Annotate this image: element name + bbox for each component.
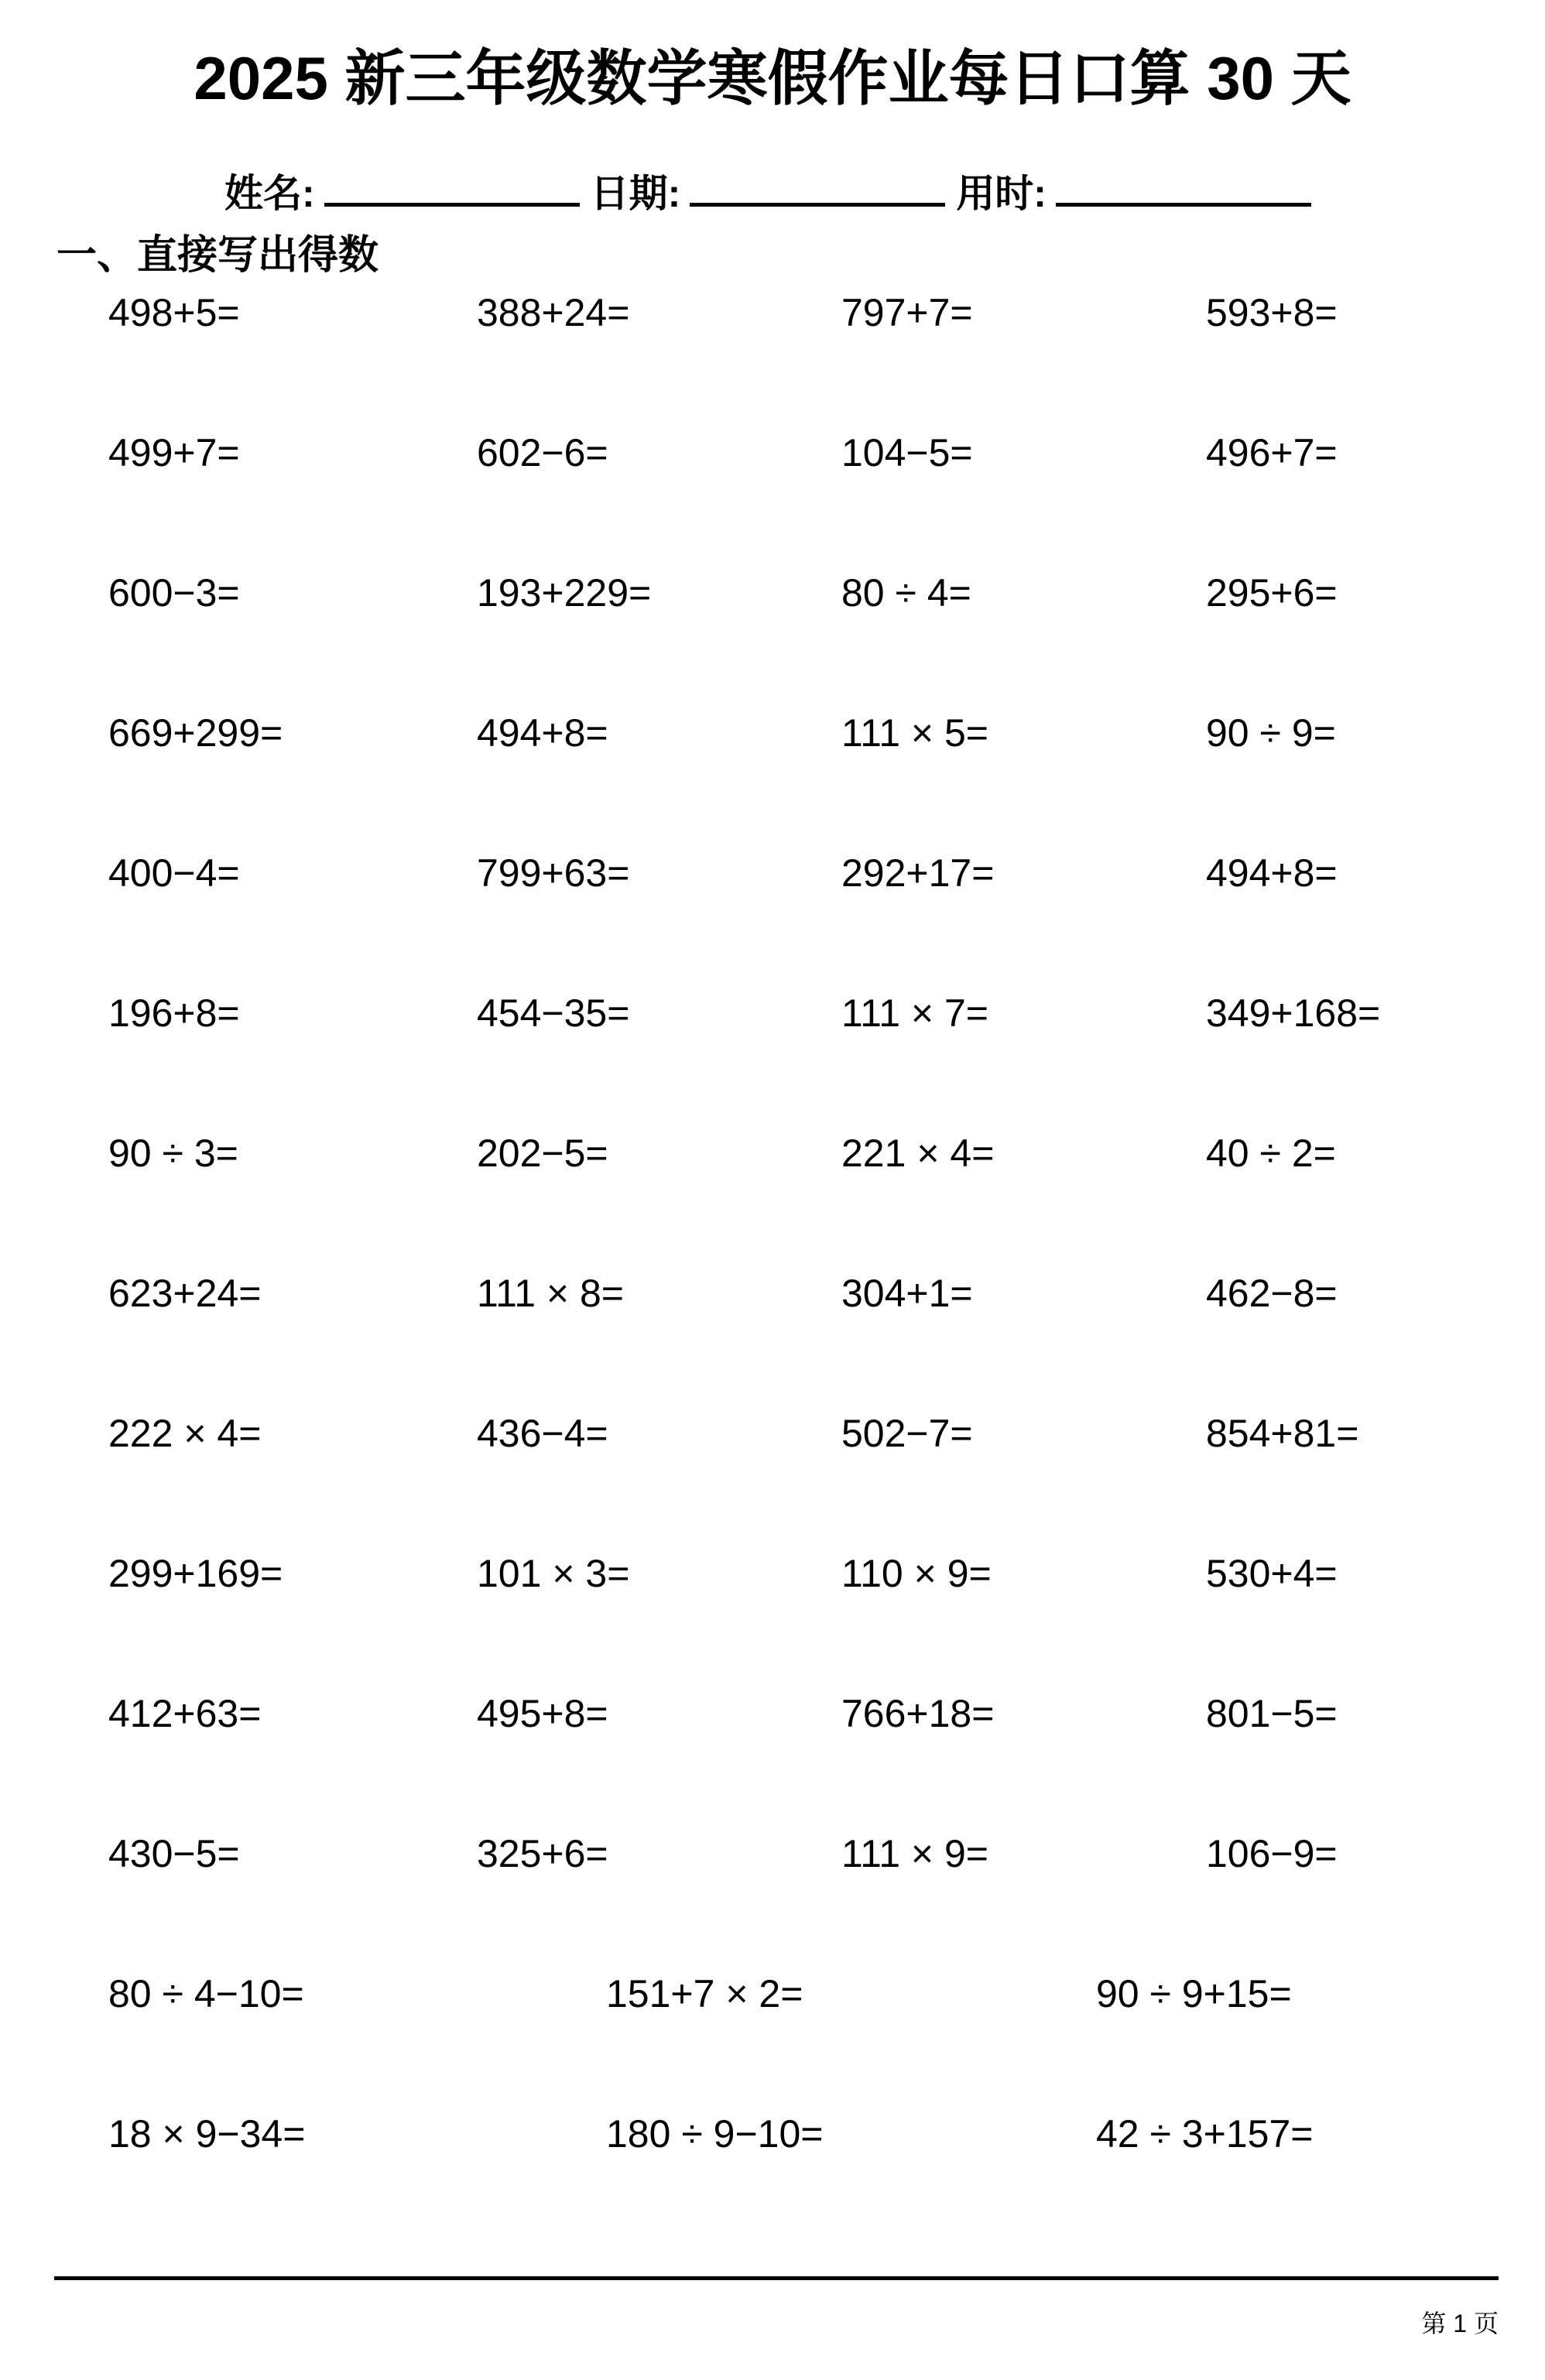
problem-expression: 196+8= (108, 991, 240, 1035)
problem-row (0, 1134, 1545, 1174)
problem-expression: 106−9= (1206, 1832, 1338, 1875)
problem-expression: 498+5= (108, 291, 240, 334)
name-blank-line (324, 169, 580, 207)
problem-expression: 151+7 × 2= (606, 1972, 803, 2015)
problem-expression: 766+18= (841, 1692, 995, 1735)
problem-expression: 90 ÷ 3= (108, 1132, 238, 1175)
problem-row (0, 1694, 1545, 1734)
problem-row (0, 1274, 1545, 1314)
problem-expression: 502−7= (841, 1412, 973, 1455)
problem-expression: 222 × 4= (108, 1412, 262, 1455)
problem-expression: 530+4= (1206, 1552, 1338, 1595)
problem-row (0, 571, 1545, 615)
problem-expression: 325+6= (477, 1832, 608, 1875)
page-title: 2025 新三年级数学寒假作业每日口算 30 天 (194, 44, 1351, 112)
problem-expression: 292+17= (841, 851, 995, 895)
problem-expression: 388+24= (477, 291, 630, 334)
problem-row (0, 2112, 1545, 2156)
problem-expression: 193+229= (477, 571, 652, 615)
problem-expression: 349+168= (1206, 991, 1381, 1035)
problem-expression: 412+63= (108, 1692, 262, 1735)
time-used-label: 用时: (956, 172, 1047, 215)
name-label: 姓名: (224, 172, 315, 215)
problem-expression: 180 ÷ 9−10= (606, 2112, 824, 2156)
problem-expression: 40 ÷ 2= (1206, 1132, 1336, 1175)
problem-expression: 221 × 4= (841, 1132, 995, 1175)
problem-row (0, 1554, 1545, 1594)
problem-expression: 854+81= (1206, 1412, 1359, 1455)
problem-expression: 797+7= (841, 291, 973, 334)
problem-expression: 101 × 3= (477, 1552, 630, 1595)
problem-expression: 18 × 9−34= (108, 2112, 306, 2156)
problem-expression: 623+24= (108, 1272, 262, 1315)
problem-expression: 593+8= (1206, 291, 1338, 334)
problem-expression: 80 ÷ 4−10= (108, 1972, 304, 2015)
problem-expression: 299+169= (108, 1552, 283, 1595)
date-label: 日期: (590, 172, 681, 215)
problem-row (0, 1834, 1545, 1875)
problem-expression: 400−4= (108, 851, 240, 895)
problem-expression: 430−5= (108, 1832, 240, 1875)
problem-expression: 462−8= (1206, 1272, 1338, 1315)
footer-divider (54, 2276, 1499, 2280)
problem-expression: 801−5= (1206, 1692, 1338, 1735)
problem-expression: 42 ÷ 3+157= (1096, 2112, 1314, 2156)
problem-expression: 104−5= (841, 431, 973, 474)
problem-expression: 669+299= (108, 711, 283, 755)
problem-expression: 111 × 7= (841, 991, 988, 1035)
problem-expression: 295+6= (1206, 571, 1338, 615)
section-heading: 一、直接写出得数 (57, 233, 379, 278)
problem-expression: 110 × 9= (841, 1552, 992, 1595)
problem-expression: 111 × 8= (477, 1272, 624, 1315)
problem-row (0, 851, 1545, 895)
problem-expression: 90 ÷ 9+15= (1096, 1972, 1292, 2015)
problem-expression: 111 × 9= (841, 1832, 988, 1875)
problem-expression: 436−4= (477, 1412, 608, 1455)
problem-expression: 111 × 5= (841, 711, 988, 755)
problem-row (0, 433, 1545, 474)
problem-expression: 494+8= (1206, 851, 1338, 895)
time-used-blank-line (1056, 169, 1311, 207)
problem-row (0, 1974, 1545, 2015)
problem-row (0, 711, 1545, 755)
problem-expression: 90 ÷ 9= (1206, 711, 1336, 755)
date-blank-line (690, 169, 945, 207)
page-number: 第 1 页 (1421, 2310, 1499, 2337)
problem-expression: 499+7= (108, 431, 240, 474)
problem-expression: 799+63= (477, 851, 630, 895)
problem-expression: 494+8= (477, 711, 608, 755)
meta-line (224, 169, 1311, 214)
problem-row (0, 293, 1545, 334)
problem-expression: 602−6= (477, 431, 608, 474)
problem-expression: 600−3= (108, 571, 240, 615)
problem-expression: 80 ÷ 4= (841, 571, 971, 615)
problem-row (0, 991, 1545, 1035)
problem-expression: 304+1= (841, 1272, 973, 1315)
problem-expression: 495+8= (477, 1692, 608, 1735)
problem-expression: 454−35= (477, 991, 630, 1035)
problem-expression: 496+7= (1206, 431, 1338, 474)
problem-expression: 202−5= (477, 1132, 608, 1175)
problem-row (0, 1414, 1545, 1454)
